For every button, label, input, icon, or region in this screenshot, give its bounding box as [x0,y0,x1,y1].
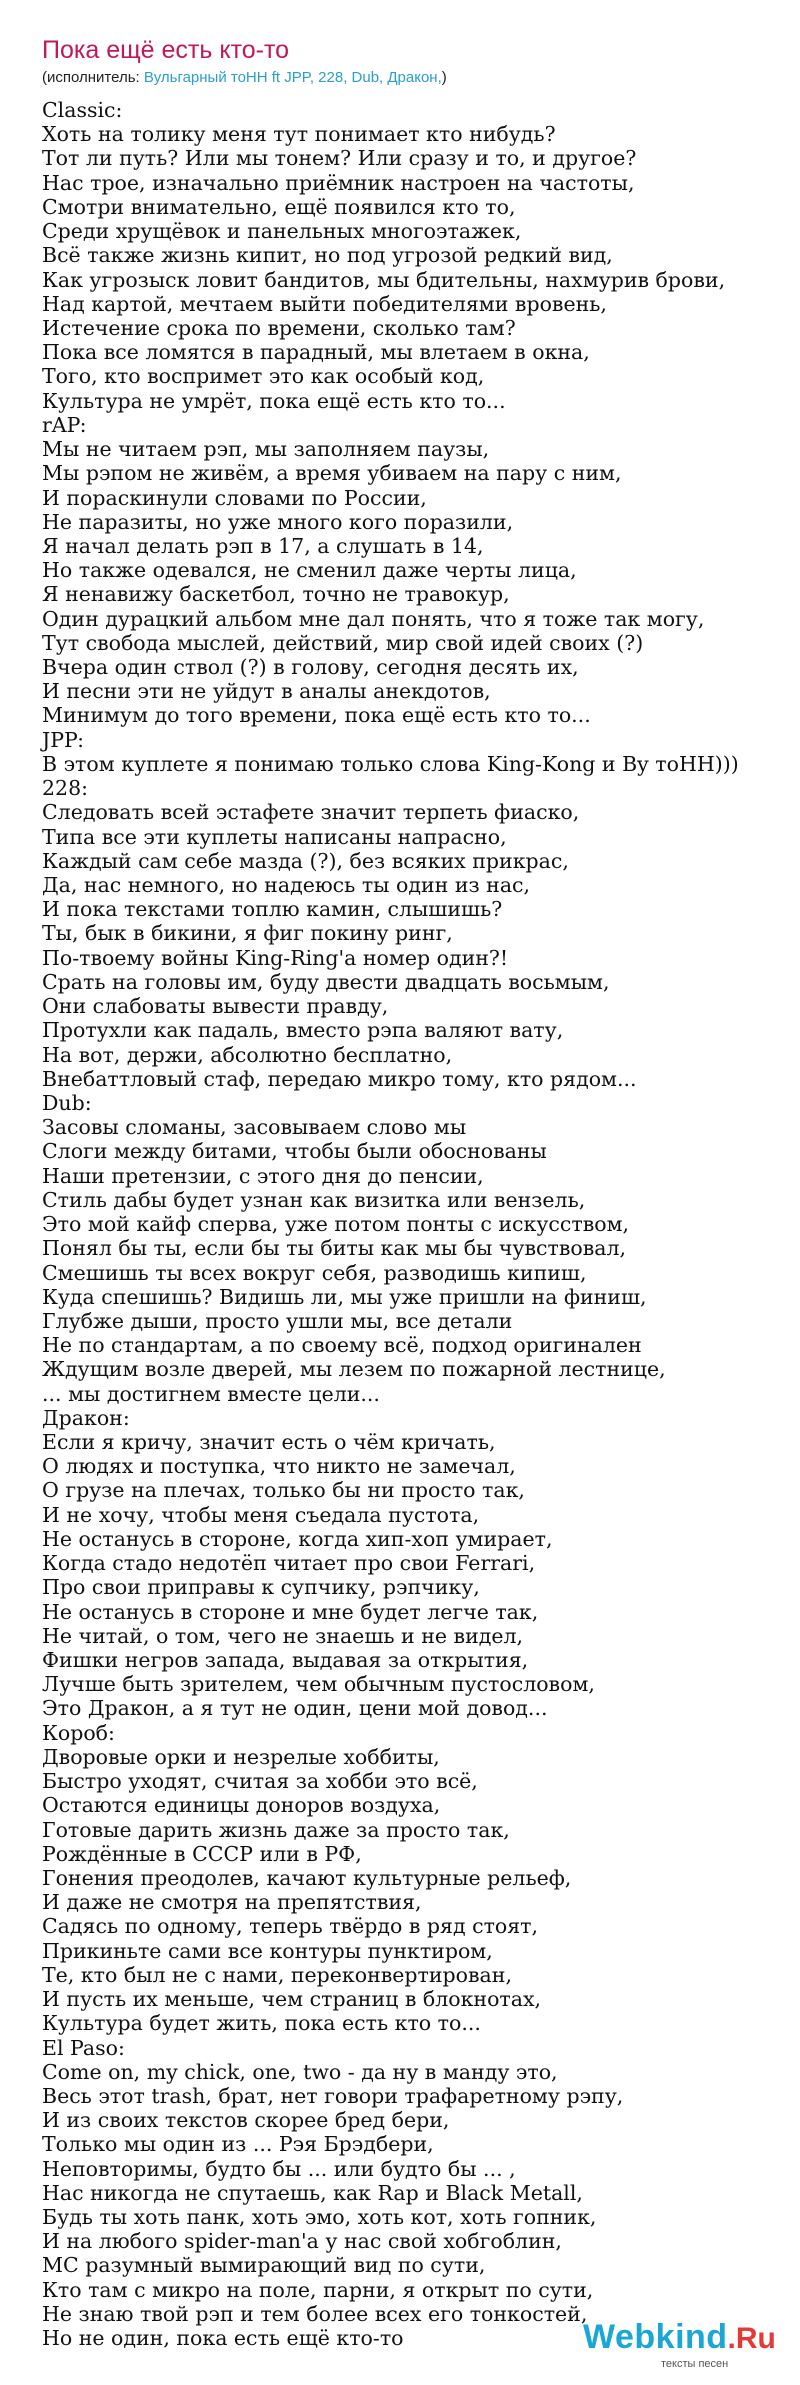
lyric-line: Слоги между битами, чтобы были обоснованы [42,1139,547,1164]
lyric-line: В этом куплете я понимаю только слова King-Kong и By тоНН))) [42,751,739,776]
lyric-line: И на любого spider-man'a у нас свой хобгоблин, [42,2229,562,2254]
lyric-line: Фишки негров запада, выдавая за открытия, [42,1648,529,1672]
lyric-line: Каждый сам себе мазда (?), без всяких прикрас, [42,848,569,873]
lyric-line: Всё также жизнь кипит, но под угрозой редкий вид, [42,243,613,268]
lyric-line: Кто там с микро на поле, парни, я открыт по сути, [42,2277,594,2302]
lyric-line: И пораскинули словами по России, [42,485,427,510]
lyric-line: И пока текстами топлю камин, слышишь? [42,897,503,922]
lyric-line: Не по стандартам, а по своему всё, подход оригинален [42,1333,642,1358]
lyric-line: rAP: [42,412,87,437]
lyric-line: Короб: [42,1720,115,1745]
artist-link[interactable]: Вульгарный тоНН ft JPP, 228, Dub, Дракон, [143,69,442,86]
lyric-line: Прикиньте сами все контуры пунктиром, [42,1938,493,1963]
lyric-line: Быстро уходят, считая за хобби это всё, [42,1769,478,1794]
lyric-line: Но не один, пока есть ещё кто-то [42,2326,404,2351]
lyric-line: Глубже дыши, просто ушли мы, все детали [42,1308,513,1333]
lyric-line: Рождённые в СССР или в РФ, [42,1841,362,1866]
lyric-line: Того, кто воспримет это как особый код, [42,364,485,389]
lyric-line: Понял бы ты, если бы ты биты как мы бы чувствовал, [42,1236,627,1261]
lyric-line: Над картой, мечтаем выйти победителями вровень, [42,291,607,316]
artist-line [42,69,447,86]
lyrics-text [42,98,782,2350]
lyric-line: Это Дракон, а я тут не один, цени мой довод... [42,1696,548,1721]
lyric-line: МС разумный вымирающий вид по сути, [42,2253,486,2278]
lyric-line: Стиль дабы будет узнан как визитка или вензель, [42,1187,586,1212]
lyric-line: Дракон: [42,1405,130,1430]
lyric-line: Куда спешишь? Видишь ли, мы уже пришли на финиш, [42,1284,647,1309]
lyric-line: Один дурацкий альбом мне дал понять, что я тоже так могу, [42,606,705,631]
lyric-line: Не останусь в стороне и мне будет легче так, [42,1599,539,1624]
lyric-line: Мы не читаем рэп, мы заполняем паузы, [42,437,490,462]
lyric-line: JPP: [42,727,84,752]
lyric-line: ... мы достигнем вместе цели... [42,1381,380,1406]
lyric-line: Не останусь в стороне, когда хип-хоп умирает, [42,1526,553,1551]
lyric-line: Лучше быть зрителем, чем обычным пустословом, [42,1672,595,1697]
lyric-line: Не паразиты, но уже много кого поразили, [42,509,514,534]
lyric-line: Срать на головы им, буду двести двадцать восьмым, [42,969,610,994]
lyric-line: Засовы сломаны, засовываем слово мы [42,1115,467,1140]
lyric-line: Ты, бык в бикини, я фиг покину ринг, [42,921,453,946]
lyric-line: Те, кто был не с нами, переконвертирован, [42,1962,512,1987]
lyric-line: Следовать всей эстафете значит терпеть фиаско, [42,800,580,825]
lyric-line: По-твоему войны King-Ring'а номер один?! [42,945,509,970]
lyric-line: Среди хрущёвок и панельных многоэтажек, [42,219,522,244]
lyric-line: Да, нас немного, но надеюсь ты один из нас, [42,873,531,897]
lyric-line: Протухли как падаль, вместо рэпа валяют вату, [42,1018,564,1043]
lyric-line: И не хочу, чтобы меня съедала пустота, [42,1502,480,1527]
lyric-line: Тот ли путь? Или мы тонем? Или сразу и то, и другое? [42,146,637,171]
lyric-line: El Paso: [42,2035,125,2060]
logo-brand: Webkind [583,2318,728,2356]
artist-suffix: ) [441,69,447,86]
artist-prefix: (исполнитель: [42,69,144,86]
site-logo[interactable] [583,2318,776,2370]
lyric-line: Не знаю твой рэп и тем более всех его тонкостей, [42,2301,588,2326]
lyric-line: Про свои приправы к супчику, рэпчику, [42,1575,480,1600]
lyric-line: О людях и поступка, что никто не замечал, [42,1454,516,1479]
lyric-line: И даже не смотря на препятствия, [42,1890,422,1915]
lyric-line: Готовые дарить жизнь даже за просто так, [42,1817,510,1842]
lyric-line: Хоть на толику меня тут понимает кто нибудь? [42,122,556,147]
lyric-line: Наши претензии, с этого дня до пенсии, [42,1163,484,1188]
lyric-line: Минимум до того времени, пока ещё есть кто то... [42,703,591,728]
lyric-line: 228: [42,776,89,801]
lyric-line: Я начал делать рэп в 17, а слушать в 14, [42,533,484,558]
logo-tagline: тексты песен [661,2358,729,2370]
lyric-line: Ждущим возле дверей, мы лезем по пожарной лестнице, [42,1357,666,1382]
lyric-line: Только мы один из ... Рэя Брэдбери, [42,2132,434,2157]
lyric-line: Мы рэпом не живём, а время убиваем на пару с ним, [42,461,622,486]
lyric-line: Остаются единицы доноров воздуха, [42,1793,441,1818]
lyric-line: Смотри внимательно, ещё появился кто то, [42,194,516,219]
lyric-line: Но также одевался, не сменил даже черты лица, [42,558,577,583]
lyric-line: Будь ты хоть панк, хоть эмо, хоть кот, хоть гопник, [42,2205,597,2230]
lyric-line: На вот, держи, абсолютно бесплатно, [42,1042,453,1067]
lyric-line: Неповторимы, будто бы ... или будто бы ... , [42,2156,516,2181]
lyric-line: Пока все ломятся в парадный, мы влетаем в окна, [42,340,590,365]
lyric-line: Classic: [42,98,123,122]
lyric-line: Нас трое, изначально приёмник настроен на частоты, [42,170,635,195]
lyric-line: Come on, my chick, one, two - да ну в манду это, [42,2059,558,2084]
lyric-line: Тут свобода мыслей, действий, мир свой идей своих (?) [42,630,644,655]
lyric-line: Культура не умрёт, пока ещё есть кто то... [42,388,506,413]
lyric-line: Я ненавижу баскетбол, точно не травокур, [42,582,510,607]
lyric-line: И пусть их меньше, чем страниц в блокнотах, [42,1987,542,2012]
lyric-line: Не читай, о том, чего не знаешь и не видел, [42,1623,524,1648]
lyric-line: Они слабоваты вывести правду, [42,994,389,1019]
lyric-line: Если я кричу, значит есть о чём кричать, [42,1430,496,1455]
logo-tld: .Ru [727,2322,776,2355]
lyric-line: Вчера один ствол (?) в голову, сегодня десять их, [42,655,579,680]
lyric-line: Гонения преодолев, качают культурные рельеф, [42,1865,572,1890]
lyric-line: Это мой кайф сперва, уже потом понты с искусством, [42,1212,630,1237]
lyric-line: Нас никогда не спутаешь, как Rap и Black Metall, [42,2180,583,2205]
lyric-line: И из своих текстов скорее бред бери, [42,2108,450,2133]
lyric-line: Типа все эти куплеты написаны напрасно, [42,824,507,849]
lyric-line: Смешишь ты всех вокруг себя, разводишь кипиш, [42,1260,587,1285]
lyric-line: Как угрозыск ловит бандитов, мы бдительны, нахмурив брови, [42,267,726,292]
lyric-line: Когда стадо недотёп читает про свои Ferrari, [42,1551,536,1576]
lyric-line: Весь этот trash, брат, нет говори трафаретному рэпу, [42,2083,624,2108]
lyric-line: Садясь по одному, теперь твёрдо в ряд стоят, [42,1914,539,1939]
page-title: Пока ещё есть кто-то [42,36,290,64]
lyric-line: Культура будет жить, пока есть кто то... [42,2011,481,2036]
lyric-line: Dub: [42,1090,92,1115]
lyric-line: О грузе на плечах, только бы ни просто так, [42,1478,525,1503]
lyric-line: Истечение срока по времени, сколько там? [42,315,516,340]
lyric-line: Внебаттловый стаф, передаю микро тому, кто рядом... [42,1066,637,1091]
lyric-line: Дворовые орки и незрелые хоббиты, [42,1744,440,1769]
lyric-line: И песни эти не уйдут в аналы анекдотов, [42,679,491,704]
